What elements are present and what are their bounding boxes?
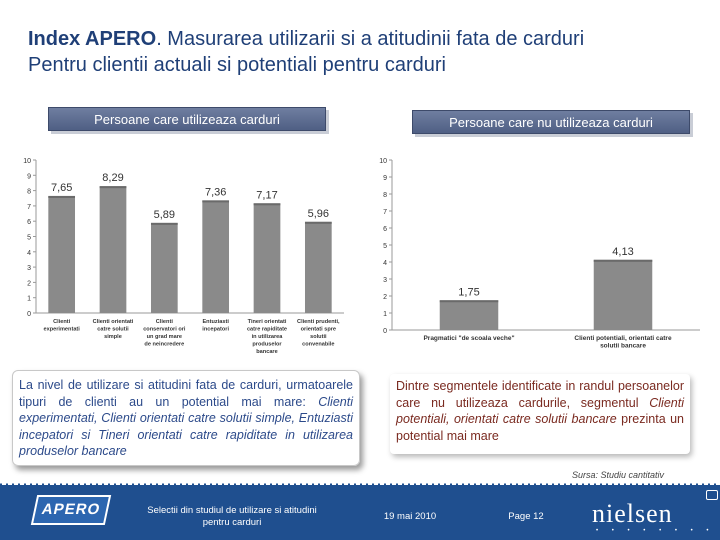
x-category-label: un grad mare: [146, 334, 183, 340]
bar-top-edge: [100, 186, 127, 188]
x-category-label: produselor: [252, 341, 282, 348]
x-category-label: bancare: [256, 349, 278, 355]
x-category-label: de neincredere: [144, 341, 185, 348]
y-tick-label: 4: [27, 249, 31, 257]
y-tick-label: 8: [383, 192, 387, 199]
bar: [48, 196, 75, 313]
bar: [440, 300, 499, 330]
non-users-conclusion-intro: Dintre segmentele identificate in randul persoanelor care nu utilizeaza cardurile, segmentul: [396, 379, 684, 410]
x-category-label: Clienti potentiali, orientati catre: [574, 335, 672, 342]
title-brand: Index APERO: [28, 28, 157, 50]
x-category-label: solutii bancare: [600, 342, 646, 350]
x-category-label: convenabile: [302, 341, 335, 348]
chart-non-users: [370, 150, 708, 362]
bar-value-label: 7,17: [256, 189, 278, 202]
bar: [594, 260, 653, 330]
bar-value-label: 5,89: [153, 208, 176, 221]
bar-top-edge: [254, 203, 281, 205]
chart-users: [14, 150, 350, 362]
x-category-label: Pragmatici "de scoala veche": [423, 335, 515, 342]
bar: [100, 186, 127, 313]
bar-value-label: 7,36: [204, 186, 227, 199]
x-category-label: Entuziasti: [202, 319, 229, 325]
nielsen-logo: nielsen: [592, 499, 673, 528]
x-category-label: solutii: [310, 334, 327, 340]
non-users-conclusion: [390, 374, 690, 454]
bar-top-edge: [305, 222, 332, 224]
x-category-label: Clienti prudenti,: [297, 319, 340, 325]
x-category-label: Clienti: [155, 319, 173, 325]
x-category-label: Clienti orientati: [92, 319, 134, 325]
y-tick-label: 8: [27, 188, 31, 196]
users-conclusion-intro: La nivel de utilizare si atitudini fata de carduri, urmatoarele tipuri de clienti au un potential mai mare:: [19, 378, 353, 409]
y-tick-label: 9: [27, 173, 31, 181]
bar: [151, 223, 178, 313]
header-users: Persoane care utilizeaza carduri: [48, 107, 326, 131]
bar-value-label: 5,96: [307, 207, 330, 220]
y-tick-label: 0: [27, 311, 31, 318]
bar-top-edge: [202, 200, 229, 202]
x-category-label: experimentati: [43, 326, 80, 333]
footer-study-text: Selectii din studiul de utilizare si atitudini pentru carduri: [147, 505, 317, 528]
y-tick-label: 5: [27, 234, 31, 242]
y-tick-label: 6: [27, 219, 31, 227]
bar-top-edge: [48, 196, 75, 198]
bar: [202, 200, 229, 313]
bar-top-edge: [440, 300, 499, 302]
x-category-label: simple: [104, 334, 122, 340]
y-tick-label: 0: [383, 328, 387, 335]
bar: [305, 222, 332, 313]
bar-top-edge: [151, 223, 178, 225]
bar-value-label: 8,29: [102, 172, 124, 185]
x-category-label: incepatori: [202, 326, 230, 333]
bar-top-edge: [594, 260, 653, 262]
slide-nav-icon[interactable]: [706, 490, 718, 500]
y-tick-label: 5: [383, 243, 387, 250]
footer-page-number: Page 12: [508, 511, 544, 522]
non-users-conclusion-end: prezinta un potential mai mare: [396, 412, 684, 443]
footer-date: 19 mai 2010: [383, 511, 437, 522]
y-tick-label: 2: [27, 280, 31, 288]
y-tick-label: 3: [383, 277, 387, 284]
y-tick-label: 1: [27, 295, 31, 303]
chart-users-svg: [14, 150, 350, 362]
x-category-label: conservatori ori: [143, 326, 186, 333]
slide-title: [28, 26, 708, 78]
y-tick-label: 9: [383, 175, 387, 182]
y-tick-label: 6: [383, 226, 387, 233]
y-tick-label: 4: [383, 260, 387, 267]
source-note: Sursa: Studiu cantitativ: [572, 470, 665, 480]
chart-non-users-svg: [370, 150, 708, 362]
x-category-label: catre rapiditate: [246, 326, 288, 333]
y-tick-label: 7: [383, 209, 387, 216]
users-conclusion: [12, 370, 360, 466]
x-category-label: Tineri orientati: [247, 319, 287, 325]
non-users-conclusion-segment: Clienti potentiali, orientati catre solutii bancare: [396, 395, 684, 427]
y-tick-label: 3: [27, 265, 31, 273]
users-conclusion-segments: Clienti experimentati, Clienti orientati catre solutii simple, Entuziasti incepatori si Tineri orientati catre rapiditate in utilizarea produselor bancare: [19, 394, 353, 459]
title-line2: Pentru clientii actuali si potentiali pentru carduri: [28, 54, 446, 76]
nielsen-logo-dots: • • • • • • • •: [596, 528, 715, 534]
x-category-label: catre solutii: [97, 326, 129, 333]
bar-value-label: 4,13: [612, 245, 634, 258]
bar-value-label: 1,75: [458, 286, 480, 299]
apero-logo: APERO: [31, 495, 111, 525]
x-category-label: Clienti: [53, 319, 71, 325]
header-non-users: Persoane care nu utilizeaza carduri: [412, 110, 690, 134]
bar-value-label: 7,65: [50, 181, 73, 194]
bar: [254, 203, 281, 313]
y-tick-label: 1: [383, 311, 387, 318]
y-tick-label: 2: [383, 294, 387, 301]
y-tick-label: 7: [27, 203, 31, 211]
title-line1: . Masurarea utilizarii si a atitudinii fata de carduri: [156, 28, 585, 50]
y-tick-label: 10: [23, 158, 31, 165]
y-tick-label: 10: [379, 158, 387, 165]
x-category-label: orientati spre: [300, 326, 337, 333]
x-category-label: in utilizarea: [251, 334, 283, 340]
